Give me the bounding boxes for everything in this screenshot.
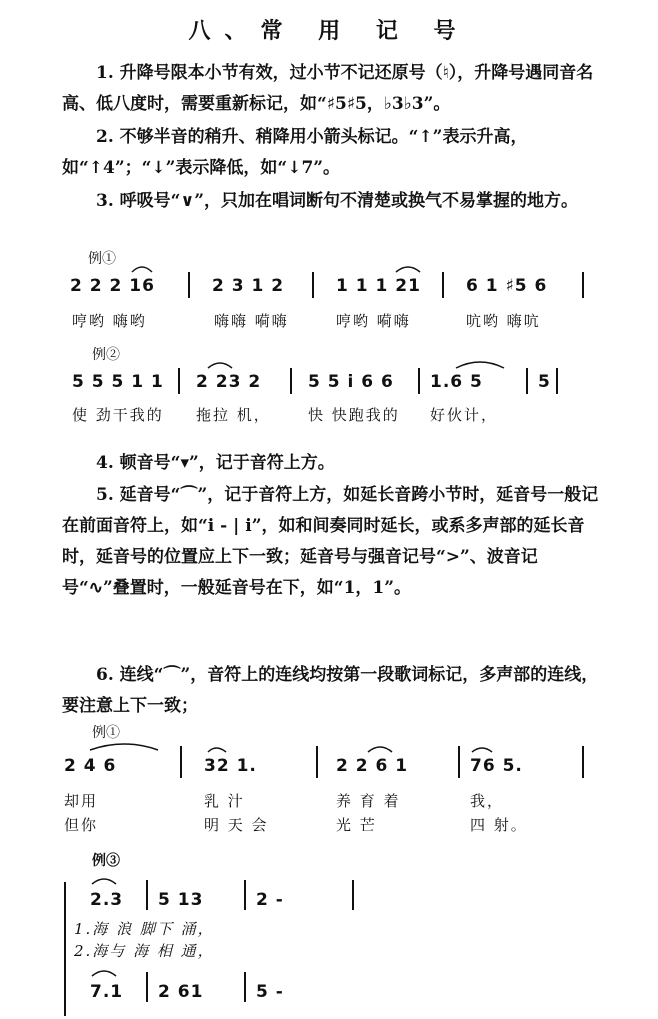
ex2-lyric-3: 快 快跑我的 xyxy=(308,406,400,424)
ex4-measure-2: 5 13 xyxy=(158,890,204,910)
example-label-2: 例② xyxy=(92,347,120,363)
slur xyxy=(396,267,420,272)
ex3-lyric-3a: 养 育 着 xyxy=(336,792,401,810)
paragraph-2: 2. 不够半音的稍升、稍降用小箭头标记。“↑”表示升高，如“↑4”；“↓”表示降低，如“↓7”。 xyxy=(62,127,528,178)
slur xyxy=(92,971,116,976)
ex2-measure-4: 1.6 5 xyxy=(430,372,483,392)
ex4-lyric-1: 1.海 浪 脚下 涌， xyxy=(74,920,215,938)
ex2-lyric-4: 好伙计， xyxy=(430,406,499,424)
ex1-measure-1: 2 2 2 16 xyxy=(70,276,155,296)
ex4-measure-5: 2 61 xyxy=(158,982,204,1002)
ex3-lyric-4b: 四 射。 xyxy=(470,816,528,834)
ex3-measure-1: 2 4 6 xyxy=(64,756,117,776)
ex3-measure-2: 32 1. xyxy=(204,756,257,776)
slur xyxy=(92,879,116,884)
slur xyxy=(132,267,152,272)
ex3-lyric-2a: 乳 汁 xyxy=(204,792,245,810)
ex3-lyric-3b: 光 芒 xyxy=(336,816,377,834)
ex3-lyric-1a: 却用 xyxy=(64,792,99,810)
ex2-lyric-2: 拖拉 机， xyxy=(196,406,271,424)
ex2-measure-5: 5 xyxy=(538,372,551,392)
paragraph-4: 4. 顿音号“▾”，记于音符上方。 xyxy=(96,453,335,473)
paragraph-1: 1. 升降号限本小节有效，过小节不记还原号（♮），升降号遇同音名高、低八度时，需要重新标记，如“♯5♯5，♭3♭3”。 xyxy=(62,63,594,114)
example-label-4: 例③ xyxy=(92,853,120,869)
page-title: 八、常 用 记 号 xyxy=(188,18,470,44)
ex3-measure-3: 2 2 6 1 xyxy=(336,756,409,776)
slur xyxy=(472,748,492,752)
ex4-measure-6: 5 - xyxy=(256,982,284,1002)
paragraph-5: 5. 延音号“⌒”，记于音符上方，如延长音跨小节时，延音号一般记在前面音符上，如“i - | i”，如和间奏同时延长，或系多声部的延长音时，延音号的位置应上下一致；延音号与强音记号“>”、波音记号“∿”叠置时，一般延音号在下，如“1，1”。 xyxy=(62,485,599,598)
ex1-lyric-1: 哼哟 嗨哟 xyxy=(72,312,147,330)
ex2-measure-1: 5 5 5 1 1 xyxy=(72,372,164,392)
ex3-lyric-2b: 明 天 会 xyxy=(204,816,269,834)
ex3-lyric-1b: 但你 xyxy=(64,816,99,834)
slur xyxy=(208,363,232,368)
ex1-measure-4: 6 1 ♯5 6 xyxy=(466,276,548,296)
ex1-lyric-4: 吭哟 嗨吭 xyxy=(466,312,541,330)
paragraph-3: 3. 呼吸号“∨”，只加在唱词断句不清楚或换气不易掌握的地方。 xyxy=(96,191,579,211)
ex1-measure-3: 1 1 1 21 xyxy=(336,276,421,296)
example-label-3: 例① xyxy=(92,725,120,741)
slur xyxy=(208,748,226,752)
ex2-lyric-1: 使 劲干我的 xyxy=(72,406,164,424)
ex4-measure-1: 2.3 xyxy=(90,890,124,910)
ex4-lyric-2: 2.海与 海 相 通， xyxy=(74,942,215,960)
ex1-lyric-2: 嗨嗨 嗬嗨 xyxy=(214,312,289,330)
ex4-measure-4: 7.1 xyxy=(90,982,124,1002)
example-label-1: 例① xyxy=(88,251,116,267)
ex1-measure-2: 2 3 1 2 xyxy=(212,276,285,296)
ex2-measure-3: 5 5 i 6 6 xyxy=(308,372,394,392)
ex3-measure-4: 76 5. xyxy=(470,756,523,776)
ex2-measure-2: 2 23 2 xyxy=(196,372,262,392)
paragraph-6: 6. 连线“⌒”，音符上的连线均按第一段歌词标记，多声部的连线，要注意上下一致； xyxy=(62,665,599,716)
slur xyxy=(456,362,504,368)
ex4-measure-3: 2 - xyxy=(256,890,284,910)
slur xyxy=(90,744,158,750)
ex3-lyric-4a: 我， xyxy=(470,792,505,810)
slur xyxy=(368,747,392,752)
ex1-lyric-3: 哼哟 嗬嗨 xyxy=(336,312,411,330)
